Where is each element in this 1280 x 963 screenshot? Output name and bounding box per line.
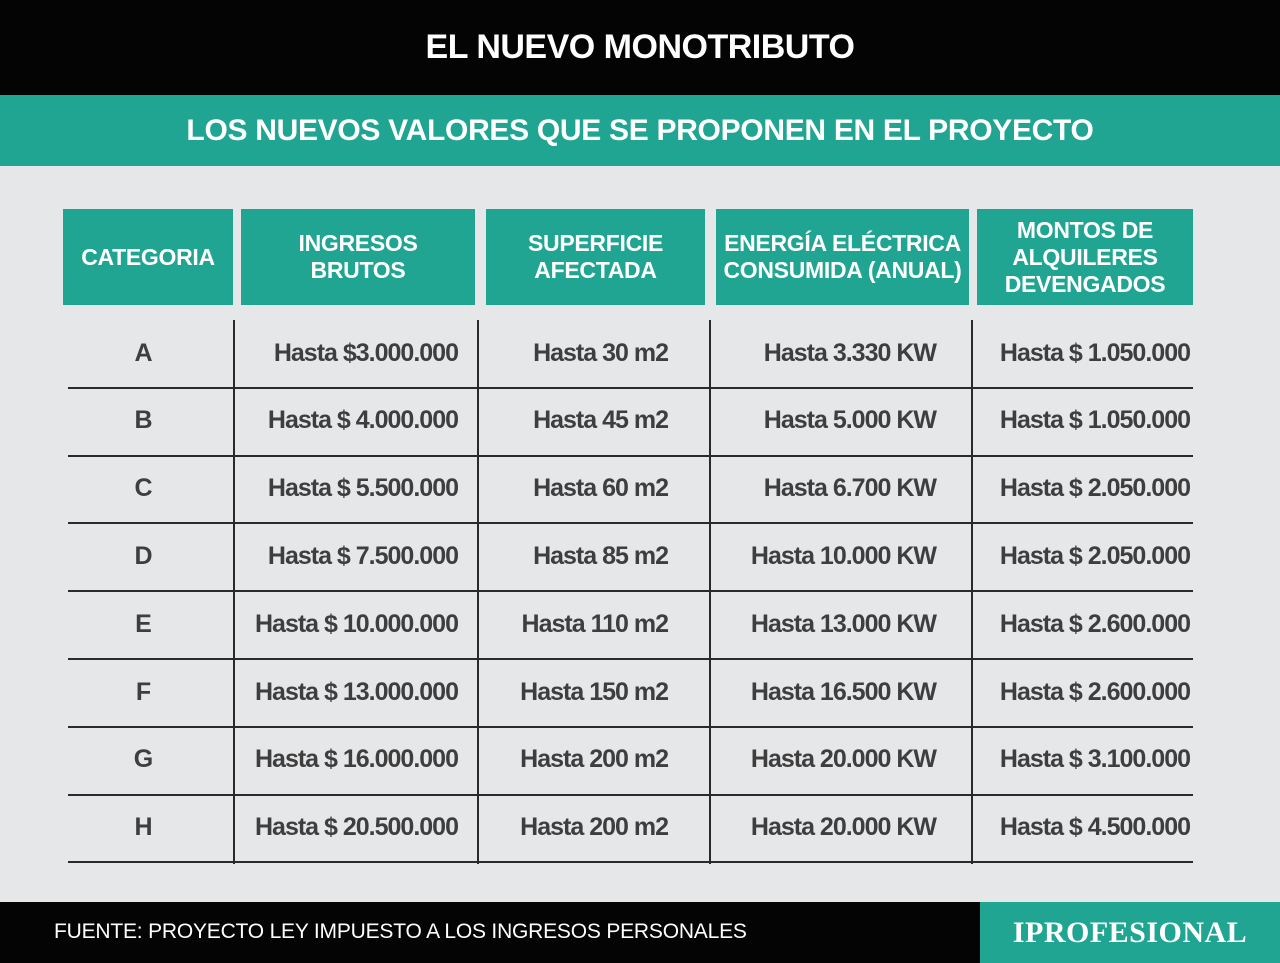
row-divider [68,794,1193,796]
cell-categoria: F [135,677,151,706]
cell-energia: Hasta 6.700 KW [763,474,936,503]
cell-categoria: H [134,813,152,842]
row-divider [68,861,1193,863]
row-divider [68,658,1193,660]
cell-alquileres: Hasta $ 1.050.000 [999,406,1190,435]
cell-alquileres: Hasta $ 2.600.000 [999,677,1190,706]
cell-energia: Hasta 10.000 KW [750,541,936,570]
row-divider [68,726,1193,728]
cell-alquileres: Hasta $ 2.050.000 [999,474,1190,503]
brand-logo: IPROFESIONAL [980,902,1280,963]
source-note: FUENTE: PROYECTO LEY IMPUESTO A LOS INGRESOS PERSONALES [54,920,747,943]
row-divider [68,590,1193,592]
cell-superficie: Hasta 45 m2 [533,406,668,435]
header-alquileres-text: MONTOS DE ALQUILERES DEVENGADOS [1004,216,1166,297]
cell-energia: Hasta 20.000 KW [750,745,936,774]
cell-superficie: Hasta 60 m2 [533,474,668,503]
cell-alquileres: Hasta $ 2.600.000 [999,609,1190,638]
cell-energia: Hasta 3.330 KW [763,338,936,367]
cell-alquileres: Hasta $ 2.050.000 [999,541,1190,570]
header-superficie-text: SUPERFICIE AFECTADA [527,230,664,283]
cell-alquileres: Hasta $ 1.050.000 [999,338,1190,367]
cell-alquileres: Hasta $ 4.500.000 [999,813,1190,842]
page-subtitle: LOS NUEVOS VALORES QUE SE PROPONEN EN EL PROYECTO [0,95,1280,166]
header-categoria: CATEGORIA [63,209,233,305]
column-divider [971,320,973,864]
cell-categoria: A [134,338,152,367]
cell-energia: Hasta 16.500 KW [750,677,936,706]
row-divider [68,455,1193,457]
cell-ingresos: Hasta $ 10.000.000 [254,609,458,638]
cell-superficie: Hasta 200 m2 [520,813,668,842]
cell-superficie: Hasta 200 m2 [520,745,668,774]
cell-categoria: G [133,745,153,774]
cell-ingresos: Hasta $ 13.000.000 [254,677,458,706]
column-divider [477,320,479,864]
row-divider [68,522,1193,524]
header-energia-text: ENERGÍA ELÉCTRICA CONSUMIDA (ANUAL) [723,230,962,283]
cell-superficie: Hasta 85 m2 [533,541,668,570]
cell-energia: Hasta 5.000 KW [763,406,936,435]
page-title: EL NUEVO MONOTRIBUTO [0,0,1280,95]
cell-ingresos: Hasta $ 7.500.000 [267,541,458,570]
cell-energia: Hasta 20.000 KW [750,813,936,842]
cell-ingresos: Hasta $ 4.000.000 [267,406,458,435]
cell-superficie: Hasta 30 m2 [533,338,668,367]
cell-superficie: Hasta 150 m2 [520,677,668,706]
cell-alquileres: Hasta $ 3.100.000 [999,745,1190,774]
column-divider [233,320,235,864]
cell-superficie: Hasta 110 m2 [521,609,668,638]
cell-categoria: B [134,406,152,435]
cell-ingresos: Hasta $ 20.500.000 [254,813,458,842]
cell-ingresos: Hasta $3.000.000 [273,338,458,367]
column-divider [709,320,711,864]
row-divider [68,387,1193,389]
cell-categoria: E [135,609,151,638]
header-ingresos-brutos-text: INGRESOS BRUTOS [298,230,418,283]
cell-categoria: D [134,541,152,570]
cell-energia: Hasta 13.000 KW [750,609,936,638]
cell-ingresos: Hasta $ 16.000.000 [254,745,458,774]
cell-ingresos: Hasta $ 5.500.000 [267,474,458,503]
cell-categoria: C [134,474,152,503]
